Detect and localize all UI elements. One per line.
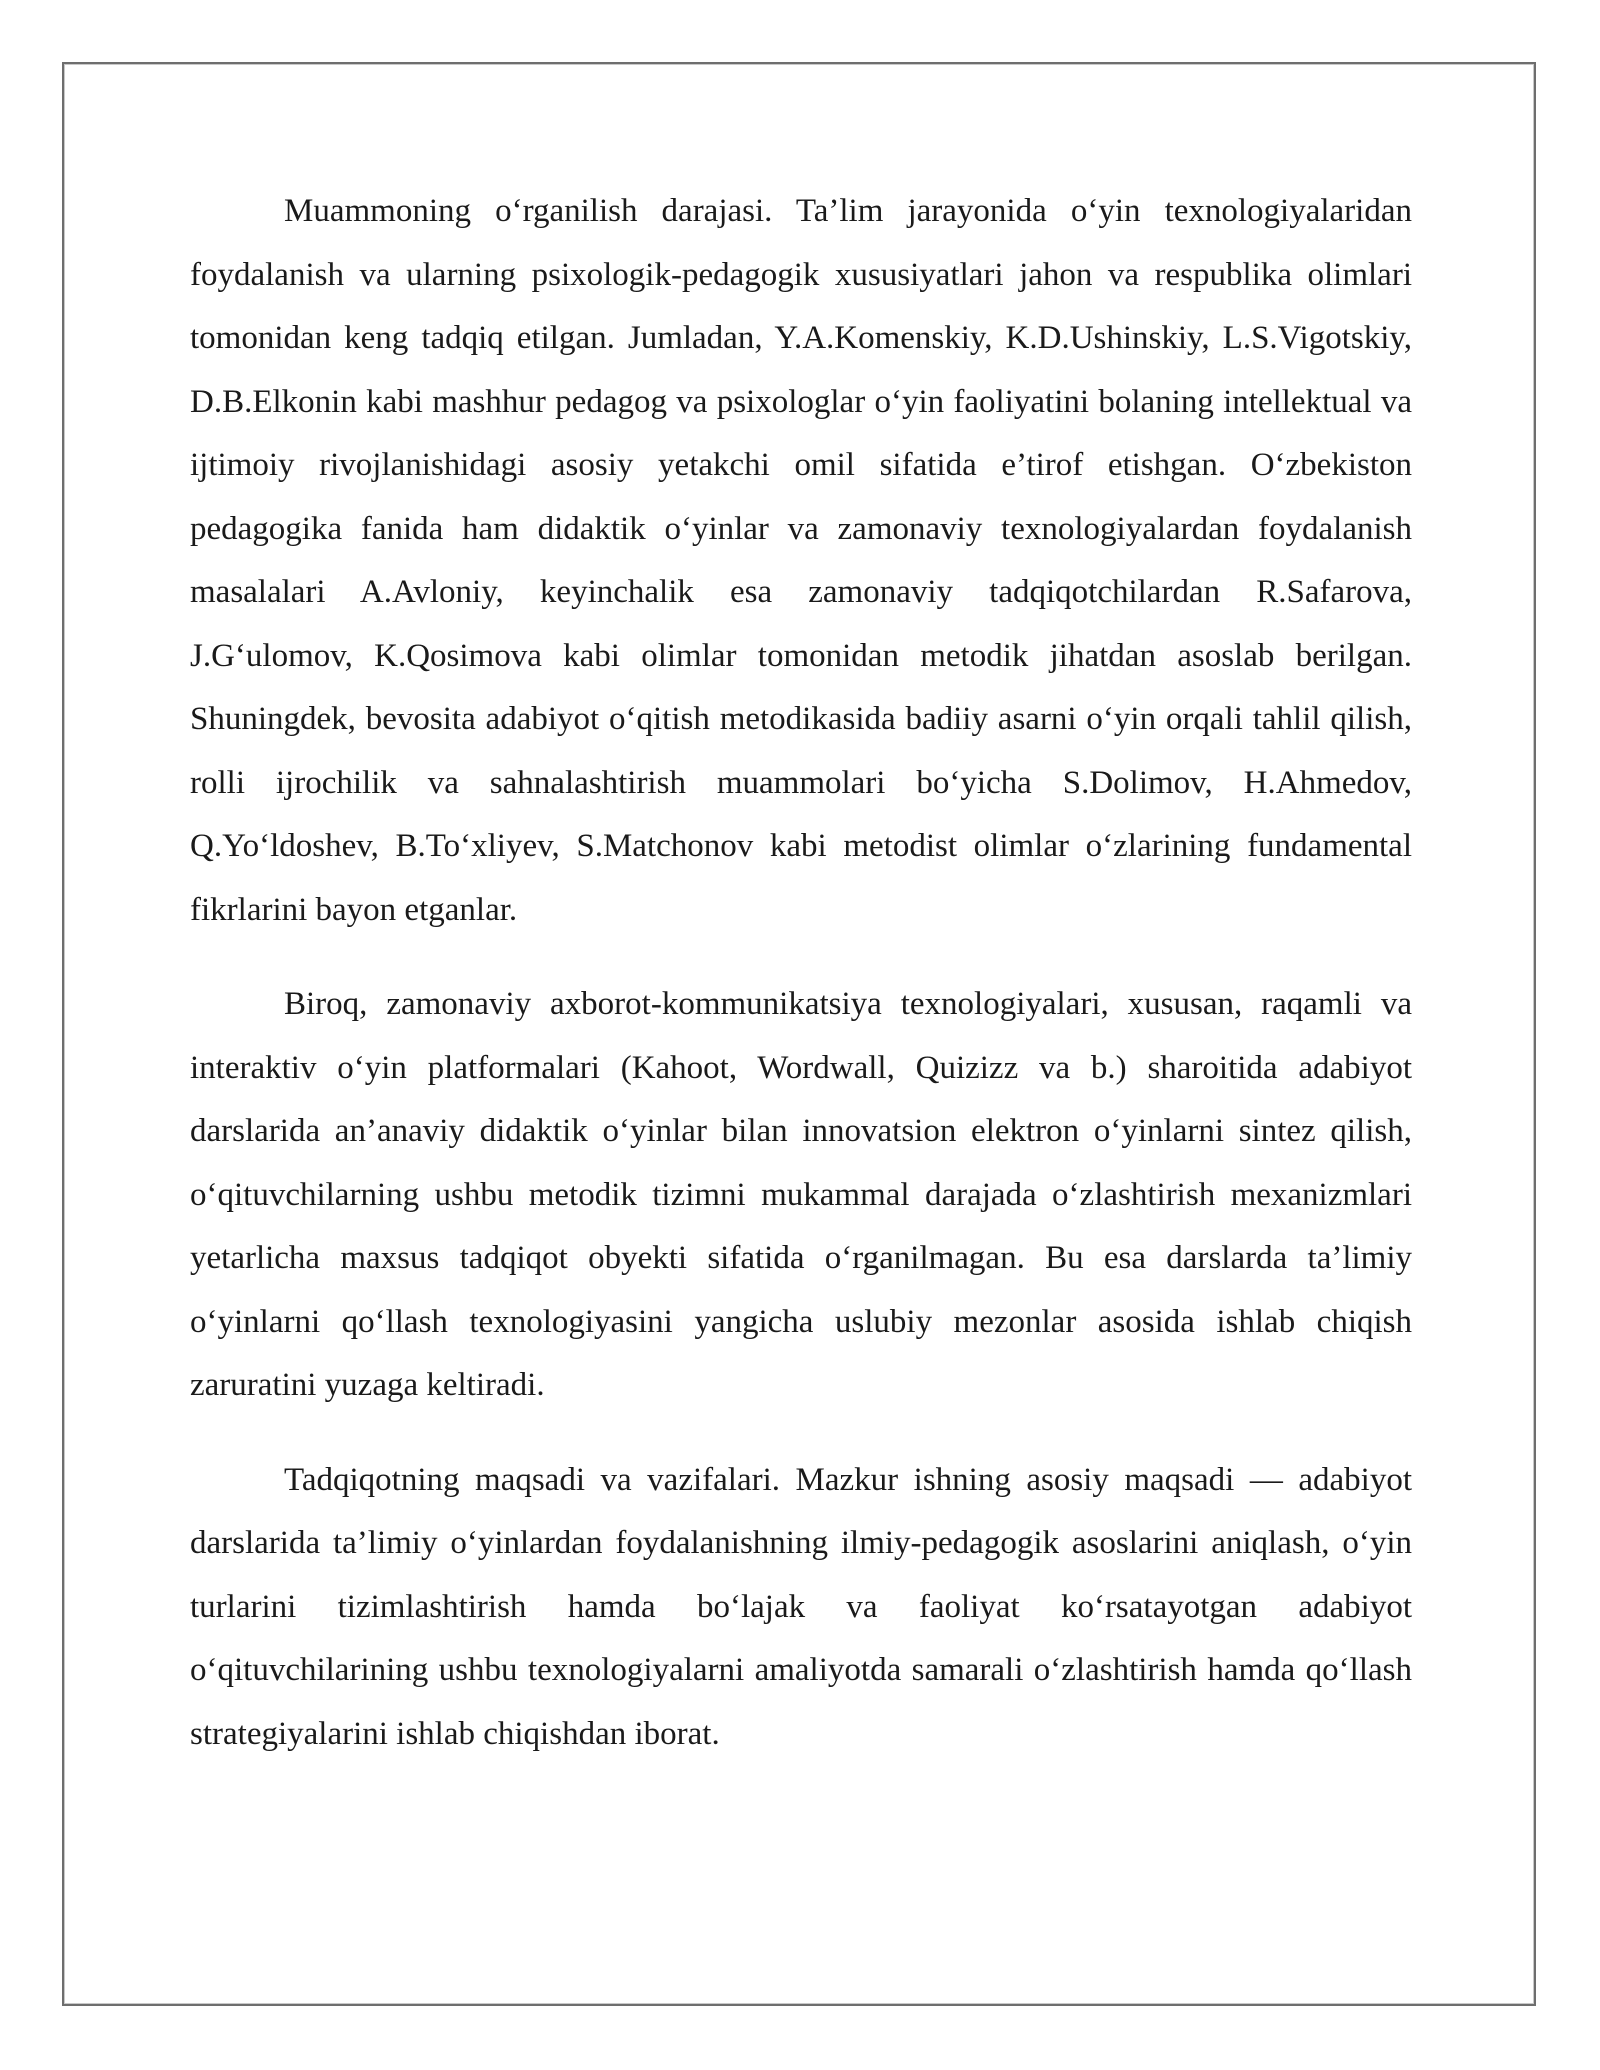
document-body xyxy=(190,180,1412,1797)
paragraph-research-gap: Biroq, zamonaviy axborot-kommunikatsiya texnologiyalari, xususan, raqamli va interaktiv o‘yin platformalari (Kahoot, Wordwall, Quizizz va b.) sharoitida adabiyot darslarida an’anaviy didaktik o‘yinlar bilan innovatsion elektron o‘yinlarni sintez qilish, o‘qituvchilarning ushbu metodik tizimni mukammal darajada o‘zlashtirish mexanizmlari yetarlicha maxsus tadqiqot obyekti sifatida o‘rganilmagan. Bu esa darslarda ta’limiy o‘yinlarni qo‘llash texnologiyasini yangicha uslubiy mezonlar asosida ishlab chiqish zaruratini yuzaga keltiradi. xyxy=(190,986,1412,1403)
paragraph-research-aim: Tadqiqotning maqsadi va vazifalari. Mazkur ishning asosiy maqsadi — adabiyot darslarida ta’limiy o‘yinlardan foydalanishning ilmiy-pedagogik asoslarini aniqlash, o‘yin turlarini tizimlashtirish hamda bo‘lajak va faoliyat ko‘rsatayotgan adabiyot o‘qituvchilarining ushbu texnologiyalarni amaliyotda samarali o‘zlashtirish hamda qo‘llash strategiyalarini ishlab chiqishdan iborat. xyxy=(190,1461,1412,1752)
paragraph-research-level: Muammoning o‘rganilish darajasi. Ta’lim jarayonida o‘yin texnologiyalaridan foydalanish va ularning psixologik-pedagogik xususiyatlari jahon va respublika olimlari tomonidan keng tadqiq etilgan. Jumladan, Y.A.Komenskiy, K.D.Ushinskiy, L.S.Vigotskiy, D.B.Elkonin kabi mashhur pedagog va psixologlar o‘yin faoliyatini bolaning intellektual va ijtimoiy rivojlanishidagi asosiy yetakchi omil sifatida e’tirof etishgan. O‘zbekiston pedagogika fanida ham didaktik o‘yinlar va zamonaviy texnologiyalardan foydalanish masalalari A.Avloniy, keyinchalik esa zamonaviy tadqiqotchilardan R.Safarova, J.G‘ulomov, K.Qosimova kabi olimlar tomonidan metodik jihatdan asoslab berilgan. Shuningdek, bevosita adabiyot o‘qitish metodikasida badiiy asarni o‘yin orqali tahlil qilish, rolli ijrochilik va sahnalashtirish muammolari bo‘yicha S.Dolimov, H.Ahmedov, Q.Yo‘ldoshev, B.To‘xliyev, S.Matchonov kabi metodist olimlar o‘zlarining fundamental fikrlarini bayon etganlar. xyxy=(190,193,1412,928)
